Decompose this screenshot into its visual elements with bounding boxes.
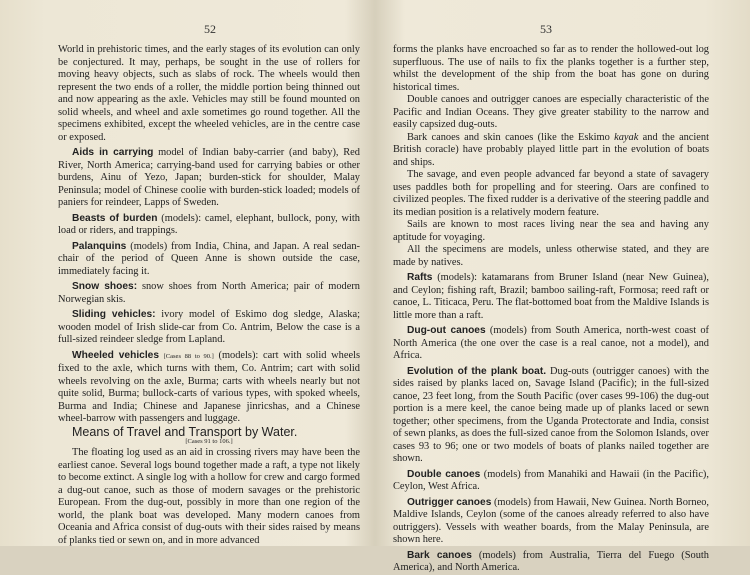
cases-note: [Cases 88 to 90.]: [163, 352, 214, 360]
entry-text: (models): katamarans from Bruner Island (near New Guinea), and Ceylon; fishing raft, Brazil; bamboo sailing-raft, Formosa; reed raft or canoe, L. Titicaca, Peru. The flat-bottomed boat from the Maldive Islands is little more than a raft.: [393, 272, 709, 321]
entry-text: (models) from Hawaii, New Guinea. North Borneo, Maldive Islands, Ceylon (some of the canoes already referred to also have outriggers). Vessels with weather boards, from the Malay Peninsula, are shown here.: [393, 496, 709, 545]
paragraph-4: The savage, and even people advanced far beyond a state of savagery uses paddles both for propelling and for steering. Oars are confined to civilized peoples. The fixed rudder is a derivative of the steering paddle and its median position is a relatively modern feature.: [393, 169, 709, 218]
entry-text: (models) from South America, north-west coast of North America (the one over the case is a real canoe, not a model), and Africa.: [393, 325, 709, 361]
entry-double-canoes: [393, 469, 709, 494]
entry-text: Dug-outs (outrigger canoes) with the sides raised by planks laced on, Savage Island (Pacific); in the full-sized canoe, 23 feet long, from the South Pacific (over cases 99-106) the dug-out portion is a mere keel, the canoe being made up of planks laced or sewn together; other specimens, from the Uganda Protectorate and India, consist of sewn planks, as does the full-sized canoe from the Solomon Islands, over cases 93 to 96; one or two models of boats of planks nailed together are shown.: [393, 365, 709, 464]
entry-sliding-vehicles: [58, 309, 360, 347]
paragraph-3-start: Bark canoes and skin canoes (like the Eskimo: [407, 131, 615, 143]
entry-plank-boat: [393, 366, 709, 466]
entry-palanquins: [58, 241, 360, 279]
entry-text: (models): camel, elephant, bullock, pony, with load or riders, and trappings.: [58, 212, 361, 236]
left-page-body: [58, 44, 360, 547]
entry-beasts-of-burden: [58, 213, 360, 238]
entry-bark-canoes: [393, 550, 709, 575]
entry-term: Sliding vehicles:: [72, 309, 156, 320]
section-heading-water: Means of Travel and Transport by Water.: [72, 424, 298, 439]
entry-dug-out-canoes: [393, 325, 709, 363]
entry-term: Rafts: [407, 272, 433, 283]
entry-wheeled-vehicles: [58, 350, 360, 426]
entry-term: Beasts of burden: [72, 212, 158, 224]
left-page: [0, 0, 375, 546]
paragraph-6: All the specimens are models, unless otherwise stated, and they are made by natives.: [393, 244, 709, 268]
entry-term: Wheeled vehicles: [72, 349, 159, 361]
entry-text: ivory model of Eskimo dog sledge, Alaska; wooden model of Irish slide-car from Co. Antrim, Below the case is a full-sized reindeer sledge from Lapland.: [58, 309, 360, 345]
entry-term: Bark canoes: [407, 549, 472, 561]
right-page: [375, 0, 750, 573]
paragraph-5: Sails are known to most races living near the sea and having any aptitude for voyaging.: [393, 219, 709, 243]
entry-text: (models) from Manahiki and Hawaii (in the Pacific), Ceylon, West Africa.: [393, 468, 709, 492]
entry-term: Evolution of the plank boat.: [407, 365, 547, 377]
section-cases-note: [Cases 91 to 106.]: [185, 438, 233, 445]
entry-text: (models) from Australia, Tierra del Fuego (South America), and North America.: [393, 549, 710, 573]
entry-aids-in-carrying: [58, 147, 360, 210]
entry-rafts: [393, 272, 709, 322]
entry-text: (models) from India, China, and Japan. A real sedan-chair of the period of Queen Anne is shown outside the case, immediately facing it.: [58, 240, 360, 277]
entry-term: Double canoes: [407, 468, 481, 480]
entry-term: Outrigger canoes: [407, 496, 492, 508]
paragraph-3-italic: kayak: [614, 131, 639, 143]
entry-term: Aids in carrying: [72, 147, 154, 158]
paragraph-1: forms the planks have encroached so far as to render the hollowed-out log superfluous. The use of nails to fix the planks together is a further step, whilst the development of the ship from the boat has gone on during historical times.: [393, 44, 709, 93]
entry-snow-shoes: [58, 281, 360, 306]
page-number-left: 52: [204, 22, 216, 36]
entry-term: Palanquins: [72, 240, 127, 252]
paragraph-3: [393, 132, 709, 170]
entry-term: Dug-out canoes: [407, 325, 486, 336]
right-page-body: [393, 44, 709, 575]
paragraph-3-end: and the ancient British coracle) have probably played little part in the evolution of boats and ships.: [393, 131, 709, 168]
section-paragraph: The floating log used as an aid in crossing rivers may have been the earliest canoe. Several logs bound together made a raft, a type not likely to become extinct. A single log with a hollow for crew and cargo formed a dug-out canoe, such as those of modern savages or the prehistoric European. From the dug-out, possibly in more than one region of the world, the plank boat was developed. Many modern canoes from Oceania and Africa consist of dug-outs with their sides raised by means of planks tied or sewn on, and in more advanced: [58, 447, 360, 546]
entry-text: model of Indian baby-carrier (and baby), Red River, North America; carrying-band used for carrying babies or other burdens, Ainu of Yezo, Japan; burden-stick for shoulder, Malay Peninsula; model of Chinese coolie with burden-stick loaded; models of paniers for reindeer, Lapps of Sweden.: [58, 147, 360, 208]
entry-outrigger-canoes: [393, 497, 709, 547]
entry-text: (models): cart with solid wheels fixed to the axle, which turns with them, Co. Antrim; cart with solid wheels revolving on the axle, Burma; carts with wheels nearly but not quite solid, Burma; bullock-carts of various types, with spoked wheels, Burma and India; Chinese and Japanese jinricshas, and a Chinese wheel-barrow with passengers and luggage.: [58, 349, 360, 424]
paragraph-2: Double canoes and outrigger canoes are especially characteristic of the Pacific and Indian Oceans. They give greater stability to the narrow and easily capsized dug-outs.: [393, 94, 709, 130]
entry-text: snow shoes from North America; pair of modern Norwegian skis.: [58, 281, 360, 305]
intro-paragraph: World in prehistoric times, and the early stages of its evolution can only be conjectured. It may, perhaps, be sought in the use of rollers for moving heavy objects, such as slabs of rock. The wheels would then represent the two ends of a roller, the middle portion being thinned out and now appearing as the axle. Vehicles may still be found mounted on solid wheels, and wheel and axle sometimes go round together. All the specimens exhibited, except the wheeled vehicles, are in the centre case or exposed.: [58, 44, 360, 143]
page-number-right: 53: [540, 22, 552, 36]
entry-term: Snow shoes:: [72, 281, 138, 292]
